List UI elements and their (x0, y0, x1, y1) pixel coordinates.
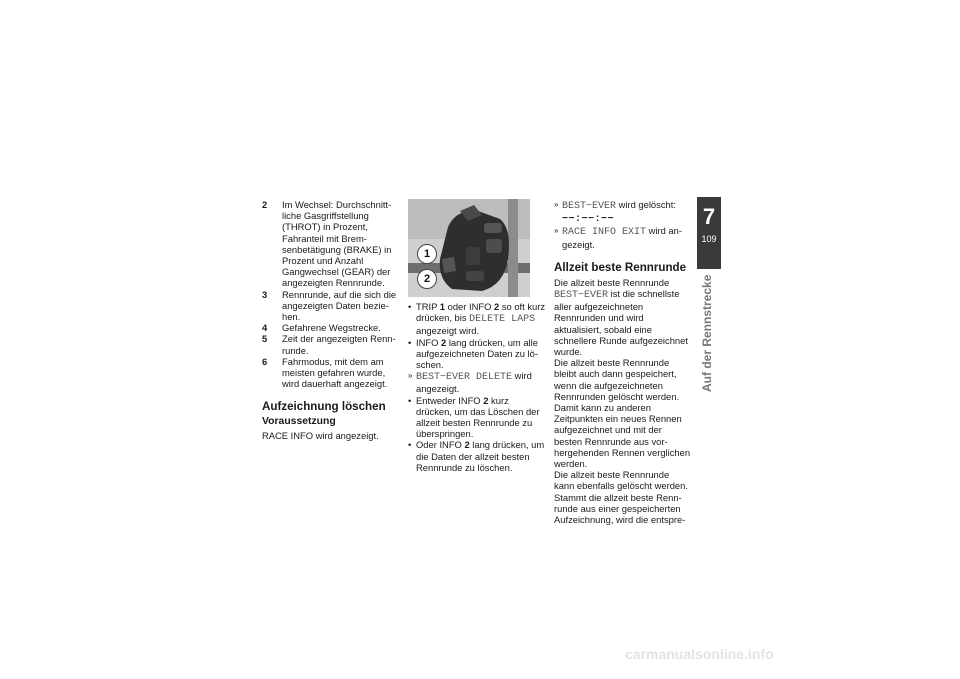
column-3 (554, 199, 691, 525)
result-2: » BEST−EVER wird gelöscht: −−:−−:−− (554, 199, 676, 226)
paragraph-1: Die allzeit beste Rennrunde BEST−EVER ist die schnellste aller aufgezeichneten Rennrunden und wird aktualisiert, sobald eine schnellere Runde aufgezeichnet wurde. (554, 276, 688, 358)
page-number: 109 (701, 234, 717, 244)
subheading: Voraussetzung (262, 416, 336, 428)
legend-item-6: 6 Fahrmodus, mit dem am meisten gefahren wurde, wird dauerhaft angezeigt. (262, 355, 388, 390)
legend-item-5: 5 Zeit der angezeigten Rennrunde. (262, 333, 396, 356)
column-1 (262, 199, 398, 442)
instruction-1: • TRIP 1 oder INFO 2 so oft kurz drücken, bis DELETE LAPS angezeigt wird. (408, 301, 546, 337)
handlebar-switch-photo (408, 199, 530, 297)
legend-item-4: 4 Gefahrene Wegstrecke. (262, 322, 381, 334)
instruction-3: • Entweder INFO 2 kurz drücken, um das Löschen der allzeit besten Rennrunde zu überspringen. (408, 394, 540, 440)
instruction-4: • Oder INFO 2 lang drücken, um die Daten der allzeit besten Rennrunde zu löschen. (408, 439, 545, 473)
chapter-number: 7 (702, 204, 716, 229)
callout-2: 2 (417, 269, 437, 289)
result-1: » BEST−EVER DELETE wird angezeigt. (408, 370, 532, 395)
legend-item-3: 3 Rennrunde, auf die sich die angezeigten Daten beziehen. (262, 288, 397, 323)
side-chapter-title: Auf der Rennstrecke (700, 274, 714, 392)
paragraph-3: Die allzeit beste Rennrunde kann ebenfalls gelöscht werden. Stammt die allzeit beste Rennrunde aus einer gespeicherten Aufzeichnung, wird die entspre- (554, 469, 688, 526)
condition-text: RACE INFO wird angezeigt. (262, 430, 379, 442)
watermark: carmanualsonline.info (625, 646, 774, 662)
paragraph-2: Die allzeit beste Rennrunde bleibt auch dann gespeichert, wenn die aufgezeichneten Rennrunden gelöscht werden. Damit kann zu anderen Zeitpunkten ein neues Rennen aufgezeichnet und mit der besten Rennrunde aus vorhergehenden Rennen verglichen werden. (554, 357, 691, 470)
section-heading-best-lap: Allzeit beste Rennrunde (554, 260, 687, 274)
column-2 (408, 199, 546, 473)
legend-item-2: 2 Im Wechsel: Durchschnittliche Gasgriffstellung (THROT) in Prozent, Fahranteil mit Bremsenbetätigung (BRAKE) in Prozent und Anzahl Gangwechsel (GEAR) der angezeigten Rennrunde. (262, 199, 392, 289)
chapter-tab (697, 197, 721, 269)
result-3: » RACE INFO EXIT wird angezeigt. (554, 225, 682, 250)
callout-1: 1 (417, 244, 437, 264)
instruction-2: • INFO 2 lang drücken, um alle aufgezeichneten Daten zu löschen. (408, 336, 538, 371)
section-heading: Aufzeichnung löschen (262, 400, 386, 414)
